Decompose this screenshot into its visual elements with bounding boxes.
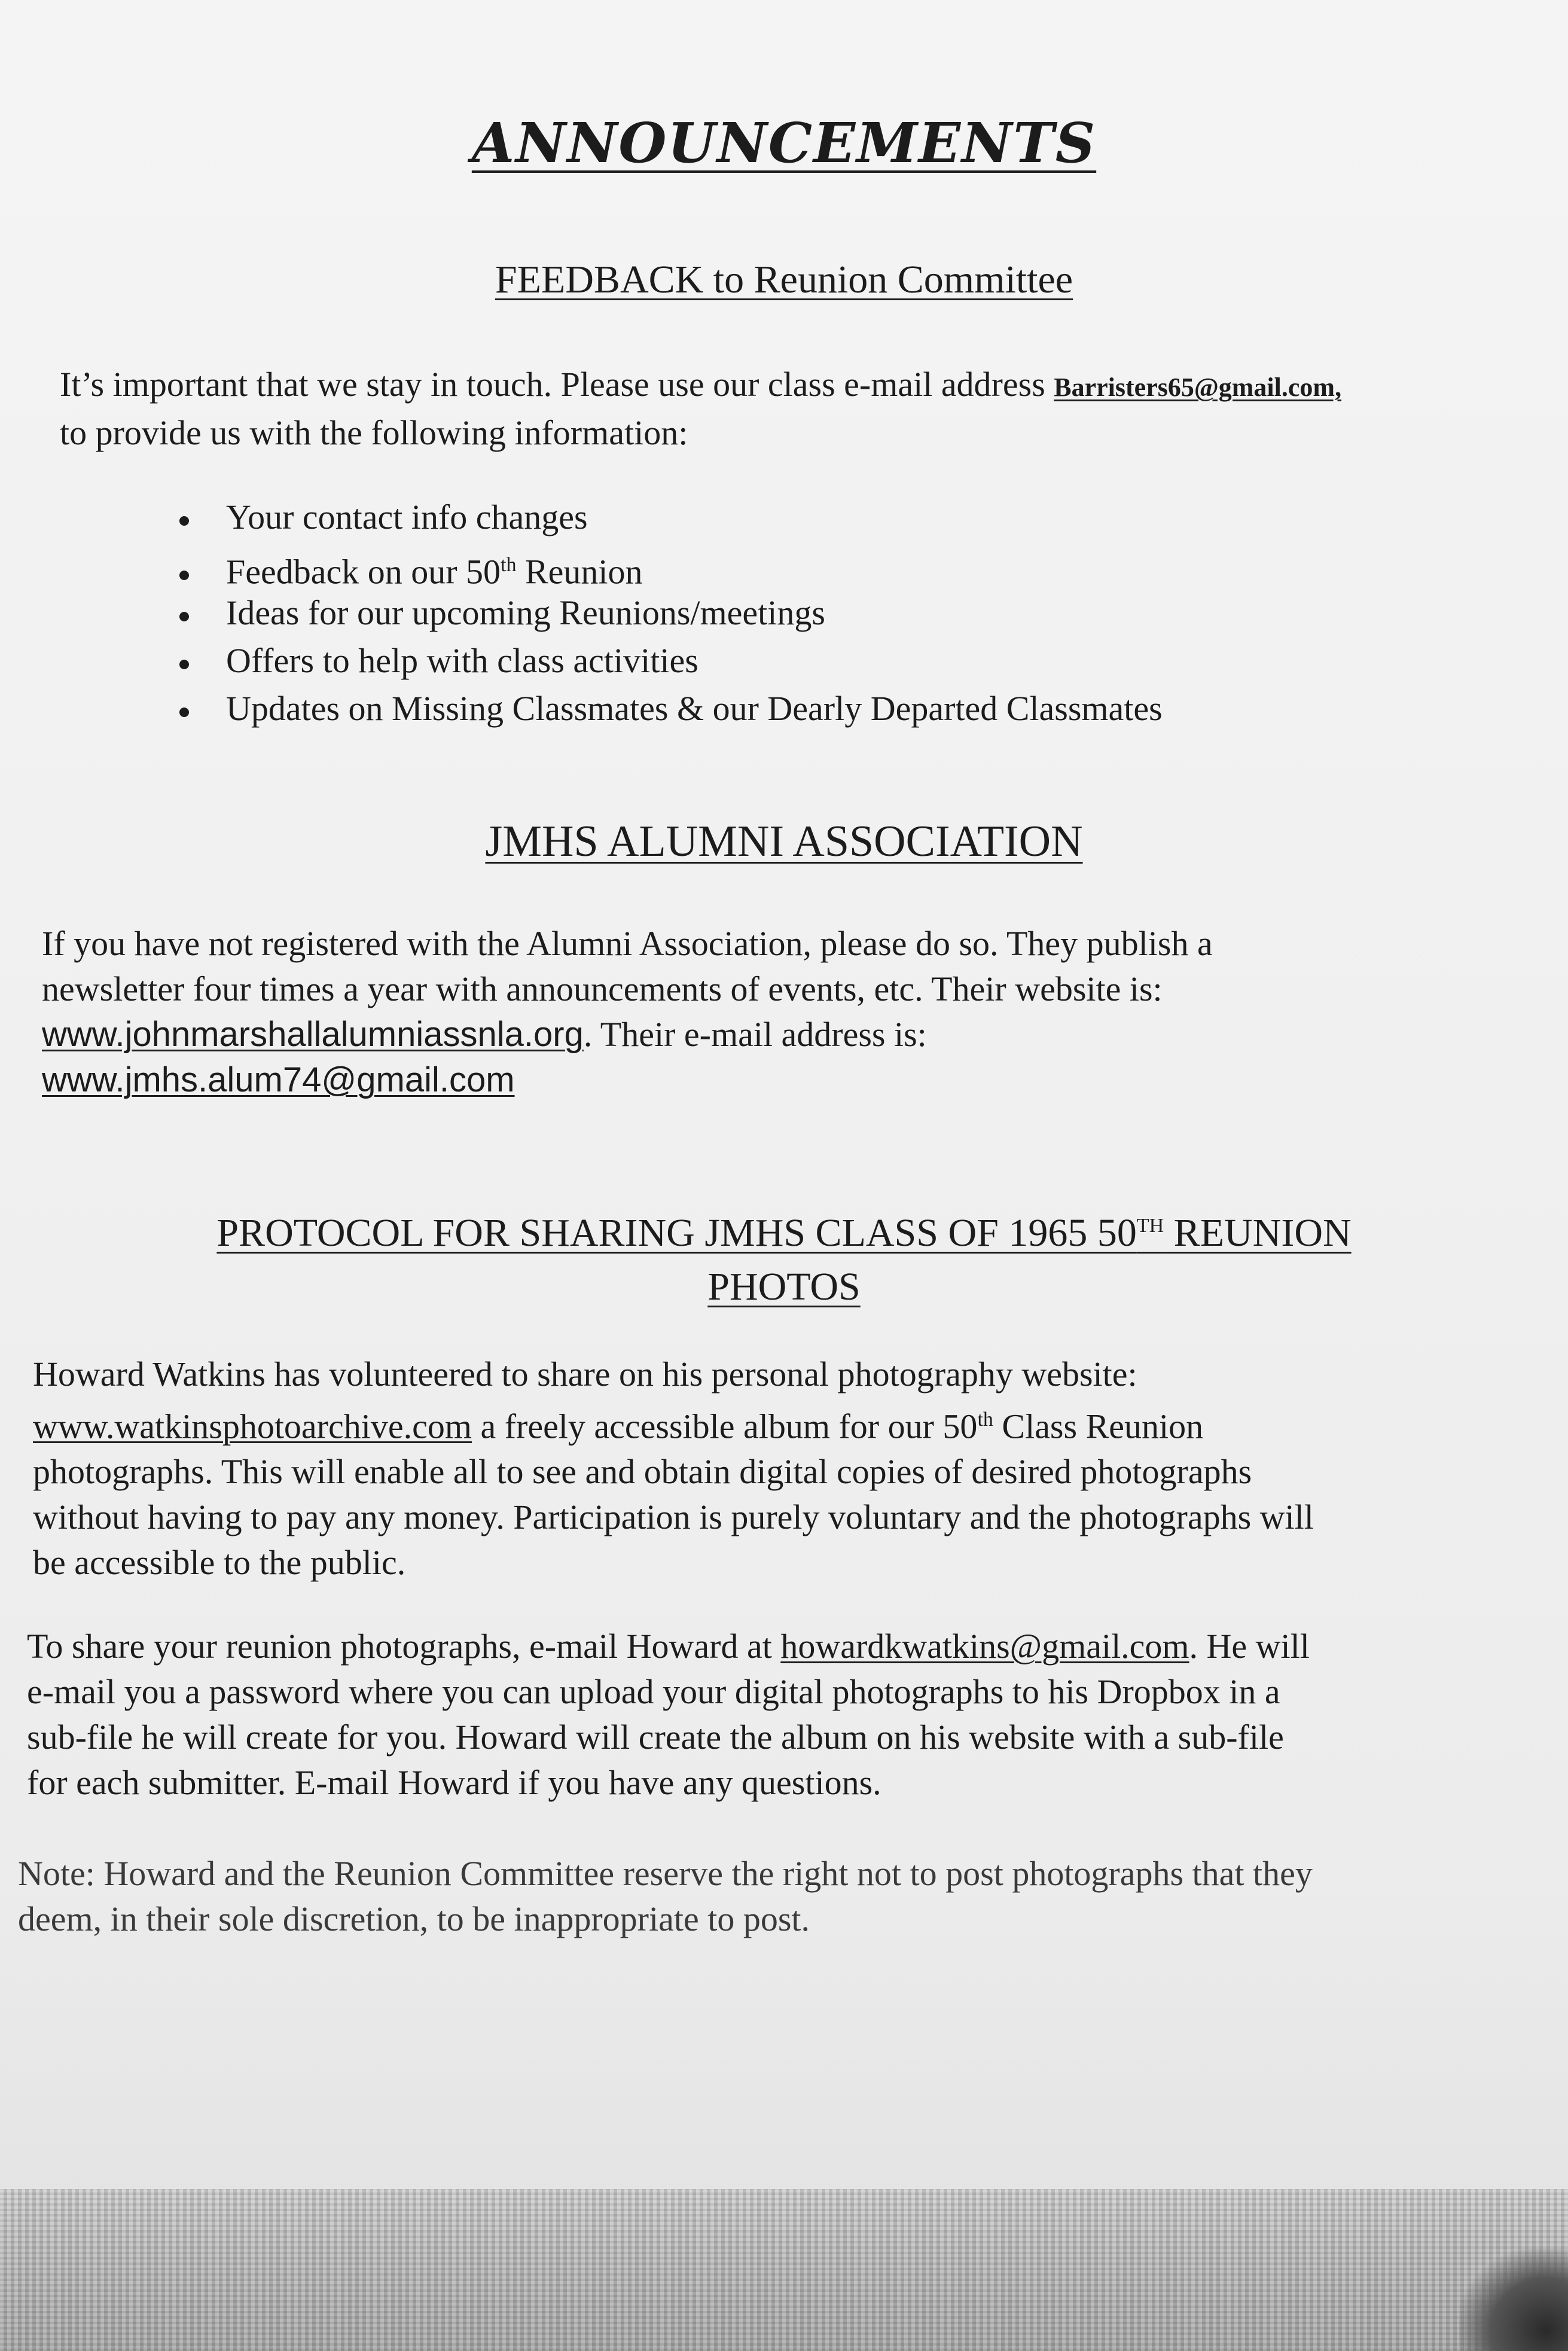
- bullet-icon: [179, 612, 189, 621]
- bullet-icon: [179, 571, 189, 580]
- page-title-block: [0, 111, 1568, 175]
- alumni-paragraph: [42, 921, 1525, 1103]
- protocol-note: [18, 1851, 1537, 1942]
- alumni-email-link[interactable]: www.jmhs.alum74@gmail.com: [42, 1060, 515, 1099]
- bullet-text: Offers to help with class activities: [226, 641, 698, 680]
- alumni-line3-suffix: . Their e-mail address is:: [583, 1015, 927, 1054]
- watkins-website-link[interactable]: www.watkinsphotoarchive.com: [33, 1407, 472, 1446]
- alumni-heading: JMHS ALUMNI ASSOCIATION: [485, 817, 1083, 866]
- protocol-p1-line3: photographs. This will enable all to see and obtain digital copies of desired photographs: [33, 1452, 1252, 1492]
- carpet-shadow: [1459, 2249, 1568, 2351]
- protocol-p1-line2-text: a freely accessible album for our 50: [471, 1407, 978, 1446]
- protocol-heading-text: PROTOCOL FOR SHARING JMHS CLASS OF 1965 50: [216, 1211, 1137, 1255]
- alumni-line1: If you have not registered with the Alumni Association, please do so. They publish a: [42, 924, 1213, 963]
- page-title: ANNOUNCEMENTS: [471, 111, 1097, 175]
- feedback-intro-line1: It’s important that we stay in touch. Please use our class e-mail address: [60, 365, 1054, 404]
- bullet-text: Ideas for our upcoming Reunions/meetings: [226, 593, 825, 632]
- carpet-background: [0, 2189, 1568, 2351]
- protocol-heading-suffix: REUNION: [1164, 1211, 1352, 1255]
- protocol-note-line2: deem, in their sole discretion, to be inappropriate to post.: [18, 1899, 810, 1938]
- protocol-paragraph-1: [33, 1352, 1534, 1585]
- feedback-heading: FEEDBACK to Reunion Committee: [495, 258, 1073, 301]
- protocol-paragraph-2: [27, 1624, 1534, 1806]
- protocol-p1-line5: be accessible to the public.: [33, 1543, 406, 1582]
- list-item: [179, 589, 1163, 637]
- alumni-line2: newsletter four times a year with announcements of events, etc. Their website is:: [42, 969, 1163, 1008]
- protocol-p2-line1-text: To share your reunion photographs, e-mail Howard at: [27, 1627, 781, 1666]
- howard-email-link[interactable]: howardkwatkins@gmail.com: [780, 1627, 1189, 1666]
- protocol-p2-line4: for each submitter. E-mail Howard if you have any questions.: [27, 1763, 881, 1802]
- class-email-link[interactable]: Barristers65@gmail.com,: [1054, 373, 1342, 402]
- bullet-icon: [179, 660, 189, 669]
- protocol-p2-line2: e-mail you a password where you can upload your digital photographs to his Dropbox in a: [27, 1672, 1280, 1711]
- protocol-p1-line1: Howard Watkins has volunteered to share on his personal photography website:: [33, 1355, 1137, 1393]
- protocol-note-line1: Note: Howard and the Reunion Committee reserve the right not to post photographs that they: [18, 1854, 1313, 1893]
- bullet-superscript: th: [501, 554, 517, 576]
- protocol-p1-superscript: th: [977, 1408, 993, 1431]
- feedback-intro: [60, 362, 1531, 456]
- feedback-intro-line2: to provide us with the following information:: [60, 413, 688, 452]
- protocol-p1-line2-suffix: Class Reunion: [993, 1407, 1204, 1446]
- list-item: [179, 685, 1163, 733]
- protocol-heading-superscript: TH: [1136, 1215, 1164, 1237]
- list-item: [179, 493, 1163, 541]
- bullet-text-suffix: Reunion: [516, 552, 643, 591]
- list-item: [179, 541, 1163, 589]
- bullet-icon: [179, 708, 189, 717]
- alumni-website-link[interactable]: www.johnmarshallalumniassnla.org: [42, 1015, 584, 1054]
- feedback-bullet-list: [179, 493, 1163, 733]
- protocol-p2-line1-suffix: . He will: [1189, 1627, 1310, 1666]
- protocol-p1-line4: without having to pay any money. Participation is purely voluntary and the photographs will: [33, 1498, 1314, 1537]
- bullet-text: Updates on Missing Classmates & our Dearly Departed Classmates: [226, 689, 1163, 728]
- protocol-p2-line3: sub-file he will create for you. Howard will create the album on his website with a sub-file: [27, 1718, 1284, 1757]
- bullet-text: Feedback on our 50: [226, 552, 501, 591]
- protocol-heading-line2: PHOTOS: [707, 1265, 861, 1309]
- protocol-heading: [0, 1199, 1568, 1314]
- bullet-icon: [179, 516, 189, 526]
- bullet-text: Your contact info changes: [226, 498, 588, 536]
- list-item: [179, 637, 1163, 685]
